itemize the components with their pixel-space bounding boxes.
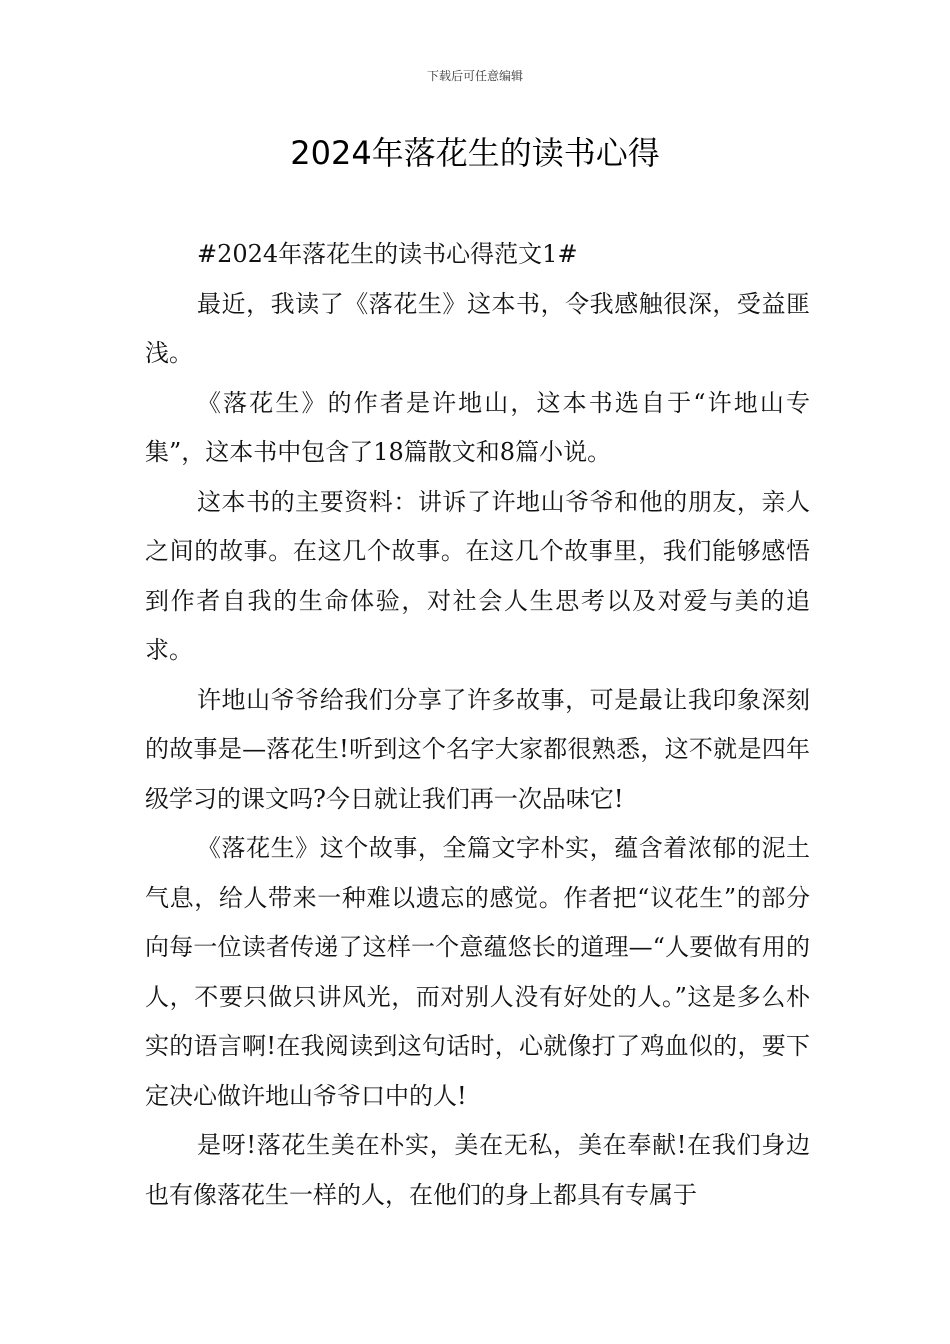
- paragraph: 是呀!落花生美在朴实，美在无私，美在奉献!在我们身边也有像落花生一样的人，在他们的身上都具有专属于: [145, 1131, 810, 1209]
- paragraph-heading: #2024年落花生的读书心得范文1#: [197, 240, 578, 268]
- paragraph: 《落花生》这个故事，全篇文字朴实，蕴含着浓郁的泥土气息，给人带来一种难以遗忘的感觉。作者把“议花生”的部分向每一位读者传递了这样一个意蕴悠长的道理—“人要做有用的人，不要只做只讲风光，而对别人没有好处的人。”这是多么朴实的语言啊!在我阅读到这句话时，心就像打了鸡血似的，要下定决心做许地山爷爷口中的人!: [145, 834, 810, 1110]
- document-body: [145, 230, 810, 1220]
- paragraph: 许地山爷爷给我们分享了许多故事，可是最让我印象深刻的故事是—落花生!听到这个名字大家都很熟悉，这不就是四年级学习的课文吗?今日就让我们再一次品味它!: [145, 685, 810, 813]
- header-note: 下载后可任意编辑: [426, 69, 523, 83]
- paragraph: 这本书的主要资料：讲诉了许地山爷爷和他的朋友，亲人之间的故事。在这几个故事。在这几个故事里，我们能够感悟到作者自我的生命体验，对社会人生思考以及对爱与美的追求。: [145, 487, 810, 664]
- paragraph: 《落花生》的作者是许地山，这本书选自于“许地山专集”，这本书中包含了18篇散文和8篇小说。: [145, 388, 810, 466]
- paragraph: 最近，我读了《落花生》这本书，令我感触很深，受益匪浅。: [145, 289, 810, 367]
- document-title: 2024年落花生的读书心得: [290, 134, 660, 172]
